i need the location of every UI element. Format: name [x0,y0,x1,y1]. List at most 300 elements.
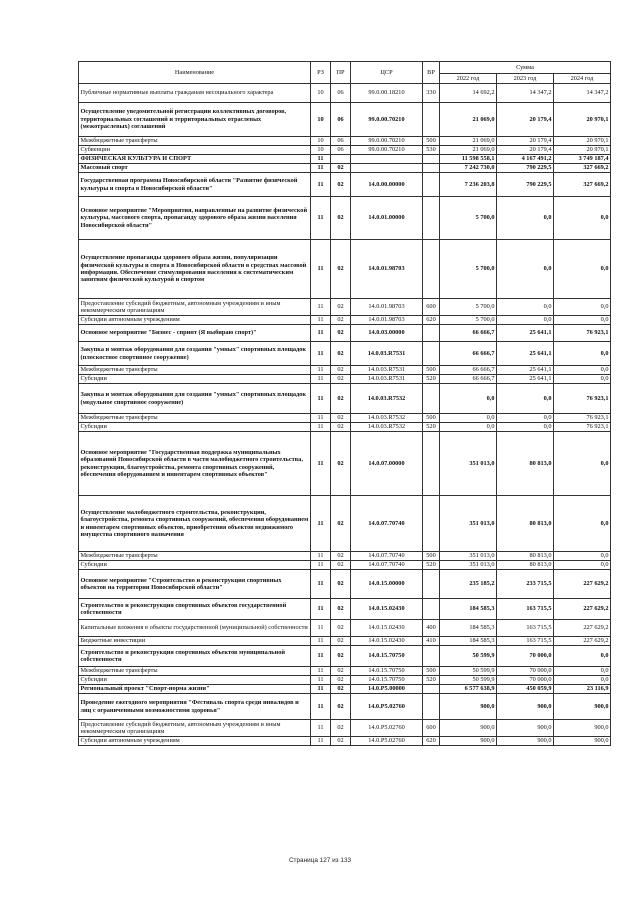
cell-name: Межбюджетные трансферты [79,667,311,676]
cell-rz: 11 [311,599,331,620]
cell-rz: 11 [311,570,331,599]
cell-2024: 0,0 [554,667,611,676]
cell-csr: 99.0.00.70210 [351,103,423,137]
cell-2024: 0,0 [554,366,611,375]
cell-vr: 520 [423,423,440,432]
cell-csr: 14.0.P5.02760 [351,694,423,720]
cell-pr: 06 [331,137,351,146]
cell-csr: 14.0.15.00000 [351,570,423,599]
cell-vr: 620 [423,316,440,325]
cell-pr: 02 [331,342,351,366]
cell-2022: 0,0 [440,423,497,432]
cell-2022: 351 013,0 [440,496,497,552]
cell-name: Межбюджетные трансферты [79,137,311,146]
cell-rz: 11 [311,155,331,164]
cell-2022: 184 585,3 [440,620,497,637]
cell-2022: 14 692,2 [440,84,497,103]
cell-rz: 11 [311,694,331,720]
cell-pr: 02 [331,570,351,599]
cell-2023: 25 641,1 [497,366,554,375]
cell-rz: 10 [311,103,331,137]
cell-name: Предоставление субсидий бюджетным, автономным учреждениям и иным некоммерческим организациям [79,299,311,316]
cell-pr: 06 [331,146,351,155]
cell-2023: 70 000,0 [497,646,554,667]
cell-pr [331,155,351,164]
header-name: Наименование [79,62,311,84]
cell-2022: 11 598 558,1 [440,155,497,164]
cell-rz: 11 [311,173,331,197]
cell-2023: 790 229,5 [497,164,554,173]
cell-vr [423,103,440,137]
cell-2024: 3 749 187,4 [554,155,611,164]
cell-vr [423,325,440,342]
cell-csr: 14.0.00.00000 [351,173,423,197]
cell-name: Субсидии [79,676,311,685]
cell-name: Публичные нормативные выплаты гражданам несоциального характера [79,84,311,103]
cell-2023: 0,0 [497,240,554,299]
cell-vr [423,164,440,173]
cell-name: Бюджетные инвестиции [79,637,311,646]
cell-2022: 0,0 [440,384,497,414]
cell-2024: 227 629,2 [554,570,611,599]
cell-vr: 500 [423,667,440,676]
table-row [79,620,611,637]
cell-2024: 227 629,2 [554,599,611,620]
cell-2023: 900,0 [497,720,554,737]
cell-name: Межбюджетные трансферты [79,366,311,375]
cell-2022: 21 069,0 [440,137,497,146]
cell-rz: 11 [311,737,331,746]
header-2022: 2022 год [440,74,497,84]
cell-2022: 235 185,2 [440,570,497,599]
cell-2023: 4 167 491,2 [497,155,554,164]
cell-2023: 790 229,5 [497,173,554,197]
header-2023: 2023 год [497,74,554,84]
cell-2022: 66 666,7 [440,342,497,366]
cell-rz: 11 [311,423,331,432]
cell-rz: 11 [311,620,331,637]
table-row [79,146,611,155]
cell-rz: 11 [311,375,331,384]
cell-vr: 520 [423,375,440,384]
header-sum: Сумма [440,62,611,74]
table-row [79,496,611,552]
cell-csr: 14.0.15.70750 [351,667,423,676]
cell-2023: 80 813,0 [497,432,554,496]
cell-2023: 20 179,4 [497,103,554,137]
cell-vr [423,240,440,299]
cell-2023: 163 715,5 [497,637,554,646]
cell-vr [423,197,440,240]
cell-2024: 23 116,9 [554,685,611,694]
cell-rz: 11 [311,646,331,667]
cell-rz: 11 [311,366,331,375]
cell-name: Субсидии [79,375,311,384]
cell-vr: 530 [423,146,440,155]
cell-2023: 0,0 [497,299,554,316]
cell-2022: 184 585,3 [440,637,497,646]
cell-rz: 11 [311,316,331,325]
cell-name: Капитальные вложения в объекты государственной (муниципальной) собственности [79,620,311,637]
budget-table [78,61,611,746]
cell-2024: 0,0 [554,496,611,552]
cell-pr: 02 [331,496,351,552]
cell-name: Субсидии [79,423,311,432]
cell-2024: 0,0 [554,240,611,299]
cell-csr: 14.0.03.R7531 [351,366,423,375]
cell-csr: 14.0.15.70750 [351,646,423,667]
table-row [79,325,611,342]
cell-2022: 5 700,0 [440,299,497,316]
cell-2023: 900,0 [497,737,554,746]
cell-rz: 10 [311,137,331,146]
cell-vr [423,570,440,599]
header-rz: РЗ [311,62,331,84]
cell-pr: 02 [331,561,351,570]
cell-2022: 66 666,7 [440,375,497,384]
cell-2024: 0,0 [554,375,611,384]
cell-2022: 351 013,0 [440,561,497,570]
cell-pr: 06 [331,84,351,103]
cell-2022: 5 700,0 [440,240,497,299]
cell-pr: 02 [331,375,351,384]
cell-name: Закупка и монтаж оборудования для создания "умных" спортивных площадок (модульное спортивное сооружение) [79,384,311,414]
cell-2023: 900,0 [497,694,554,720]
cell-name: Государственная программа Новосибирской области "Развитие физической культуры и спорта в Новосибирской области" [79,173,311,197]
cell-2023: 163 715,5 [497,620,554,637]
cell-pr: 02 [331,667,351,676]
table-row [79,646,611,667]
cell-2023: 0,0 [497,197,554,240]
cell-csr: 14.0.15.02430 [351,599,423,620]
cell-csr: 99.0.00.70210 [351,137,423,146]
cell-2022: 6 577 638,9 [440,685,497,694]
cell-name: Межбюджетные трансферты [79,552,311,561]
cell-csr [351,164,423,173]
cell-rz: 10 [311,84,331,103]
cell-pr: 02 [331,316,351,325]
table-row [79,155,611,164]
cell-2023: 25 641,1 [497,342,554,366]
cell-name: Основное мероприятие "Строительство и реконструкция спортивных объектов на территории Новосибирской области" [79,570,311,599]
cell-2022: 50 599,9 [440,667,497,676]
cell-name: Осуществление уведомительной регистрации коллективных договоров, территориальных соглашений и территориальных отраслевых (межотраслевых) соглашений [79,103,311,137]
cell-pr: 02 [331,197,351,240]
cell-2024: 0,0 [554,676,611,685]
cell-vr [423,155,440,164]
cell-csr: 14.0.01.00000 [351,197,423,240]
table-row [79,720,611,737]
cell-rz: 11 [311,552,331,561]
cell-2022: 66 666,7 [440,325,497,342]
cell-vr: 500 [423,366,440,375]
table-row [79,197,611,240]
cell-pr: 02 [331,620,351,637]
cell-csr: 14.0.15.70750 [351,676,423,685]
cell-csr: 14.0.03.R7532 [351,384,423,414]
cell-name: ФИЗИЧЕСКАЯ КУЛЬТУРА И СПОРТ [79,155,311,164]
cell-2023: 20 179,4 [497,137,554,146]
cell-2024: 20 970,1 [554,146,611,155]
cell-2023: 25 641,1 [497,375,554,384]
cell-pr: 02 [331,694,351,720]
cell-rz: 11 [311,676,331,685]
cell-2023: 450 059,9 [497,685,554,694]
cell-csr: 14.0.07.70740 [351,496,423,552]
table-row [79,432,611,496]
cell-2023: 25 641,1 [497,325,554,342]
cell-pr: 02 [331,599,351,620]
cell-2023: 0,0 [497,423,554,432]
cell-2023: 163 715,5 [497,599,554,620]
cell-name: Осуществление пропаганды здорового образа жизни, популяризации физической культуры и спорта в Новосибирской области в средствах массовой информации. Обеспечение стимулирования населения к систематическим занятиям физической культурой и спортом [79,240,311,299]
cell-2024: 327 669,2 [554,164,611,173]
cell-2023: 70 000,0 [497,667,554,676]
cell-2023: 20 179,4 [497,146,554,155]
header-2024: 2024 год [554,74,611,84]
cell-name: Субсидии [79,561,311,570]
cell-2024: 76 923,1 [554,423,611,432]
cell-2024: 0,0 [554,197,611,240]
cell-rz: 11 [311,685,331,694]
cell-csr: 14.0.P5.02760 [351,737,423,746]
cell-pr: 02 [331,366,351,375]
cell-2022: 900,0 [440,720,497,737]
cell-2024: 20 970,1 [554,103,611,137]
cell-name: Осуществление малобюджетного строительства, реконструкции, благоустройства, ремонта спортивных сооружений, обеспечения оборудованием и инвентарем спортивных объектов, приобретения объектов недвижимого имущества спортивного назначения [79,496,311,552]
cell-vr: 500 [423,137,440,146]
cell-2023: 233 715,5 [497,570,554,599]
cell-csr: 14.0.15.02430 [351,637,423,646]
page-footer: Страница 127 из 133 [288,857,352,864]
table-row [79,685,611,694]
cell-vr: 410 [423,637,440,646]
cell-vr: 500 [423,552,440,561]
cell-csr: 99.0.00.70210 [351,146,423,155]
cell-pr: 06 [331,103,351,137]
cell-2024: 227 629,2 [554,620,611,637]
cell-pr: 02 [331,720,351,737]
cell-pr: 02 [331,637,351,646]
cell-rz: 11 [311,240,331,299]
cell-name: Межбюджетные трансферты [79,414,311,423]
cell-csr: 14.0.07.70740 [351,552,423,561]
cell-csr [351,155,423,164]
cell-csr: 14.0.03.00000 [351,325,423,342]
cell-2023: 14 347,2 [497,84,554,103]
cell-2024: 0,0 [554,432,611,496]
cell-pr: 02 [331,423,351,432]
cell-2022: 7 236 203,8 [440,173,497,197]
cell-pr: 02 [331,164,351,173]
header-pr: ПР [331,62,351,84]
cell-2024: 900,0 [554,694,611,720]
table-row [79,737,611,746]
cell-vr: 330 [423,84,440,103]
table-row [79,84,611,103]
cell-name: Региональный проект "Спорт-норма жизни" [79,685,311,694]
table-row [79,103,611,137]
cell-name: Предоставление субсидий бюджетным, автономным учреждениям и иным некоммерческим организациям [79,720,311,737]
cell-2024: 20 970,1 [554,137,611,146]
cell-2022: 900,0 [440,737,497,746]
cell-vr [423,432,440,496]
cell-pr: 02 [331,384,351,414]
cell-rz: 11 [311,667,331,676]
table-row [79,561,611,570]
cell-pr: 02 [331,414,351,423]
cell-csr: 14.0.07.00000 [351,432,423,496]
table-row [79,637,611,646]
cell-rz: 10 [311,146,331,155]
cell-name: Проведение ежегодного мероприятия "Фестиваль спорта среди инвалидов и лиц с ограниченными возможностями здоровья" [79,694,311,720]
cell-2024: 327 669,2 [554,173,611,197]
table-row [79,384,611,414]
cell-csr: 14.0.P5.02760 [351,720,423,737]
cell-rz: 11 [311,164,331,173]
table-row [79,552,611,561]
cell-csr: 99.0.00.18210 [351,84,423,103]
cell-vr [423,173,440,197]
table-body [79,84,611,746]
cell-pr: 02 [331,737,351,746]
cell-csr: 14.0.03.R7531 [351,375,423,384]
cell-2023: 80 813,0 [497,561,554,570]
cell-2023: 0,0 [497,316,554,325]
cell-2022: 66 666,7 [440,366,497,375]
cell-2022: 900,0 [440,694,497,720]
cell-2024: 76 923,1 [554,325,611,342]
cell-name: Основное мероприятие "Мероприятия, направленные на развитие физической культуры, массового спорта, пропаганду здорового образа жизни населения Новосибирской области" [79,197,311,240]
cell-name: Массовый спорт [79,164,311,173]
cell-2024: 900,0 [554,720,611,737]
cell-pr: 02 [331,432,351,496]
cell-rz: 11 [311,299,331,316]
cell-2024: 0,0 [554,342,611,366]
cell-2023: 0,0 [497,384,554,414]
cell-2023: 80 813,0 [497,552,554,561]
cell-vr [423,599,440,620]
table-row [79,375,611,384]
cell-csr: 14.0.07.70740 [351,561,423,570]
cell-vr: 500 [423,414,440,423]
cell-csr: 14.0.03.R7531 [351,342,423,366]
cell-2023: 0,0 [497,414,554,423]
cell-2024: 0,0 [554,552,611,561]
cell-vr [423,384,440,414]
cell-csr: 14.0.P5.00000 [351,685,423,694]
cell-2022: 5 700,0 [440,197,497,240]
cell-pr: 02 [331,552,351,561]
cell-rz: 11 [311,637,331,646]
cell-vr [423,646,440,667]
cell-pr: 02 [331,240,351,299]
cell-vr: 600 [423,720,440,737]
cell-rz: 11 [311,325,331,342]
cell-rz: 11 [311,197,331,240]
cell-2024: 14 347,2 [554,84,611,103]
cell-2024: 0,0 [554,561,611,570]
table-row [79,676,611,685]
cell-rz: 11 [311,342,331,366]
table-row [79,299,611,316]
table-row [79,414,611,423]
cell-2022: 351 013,0 [440,432,497,496]
cell-vr: 400 [423,620,440,637]
budget-table-container [78,61,610,746]
cell-pr: 02 [331,676,351,685]
cell-2024: 900,0 [554,737,611,746]
cell-2022: 351 013,0 [440,552,497,561]
table-row [79,240,611,299]
cell-2022: 21 069,0 [440,146,497,155]
table-row [79,316,611,325]
cell-name: Строительство и реконструкция спортивных объектов государственной собственности [79,599,311,620]
cell-csr: 14.0.01.98703 [351,240,423,299]
cell-vr [423,685,440,694]
cell-rz: 11 [311,720,331,737]
cell-pr: 02 [331,685,351,694]
cell-rz: 11 [311,414,331,423]
cell-2022: 5 700,0 [440,316,497,325]
cell-pr: 02 [331,325,351,342]
cell-rz: 11 [311,496,331,552]
header-vr: ВР [423,62,440,84]
cell-rz: 11 [311,384,331,414]
cell-name: Основное мероприятие "Бизнес - спринт (Я выбираю спорт)" [79,325,311,342]
cell-name: Субсидии автономным учреждениям [79,737,311,746]
table-row [79,423,611,432]
cell-csr: 14.0.01.98703 [351,299,423,316]
cell-2023: 80 813,0 [497,496,554,552]
cell-vr: 600 [423,299,440,316]
table-row [79,366,611,375]
cell-2022: 21 069,0 [440,103,497,137]
cell-2023: 70 000,0 [497,676,554,685]
table-row [79,667,611,676]
cell-pr: 02 [331,173,351,197]
cell-vr [423,496,440,552]
cell-2024: 76 923,1 [554,384,611,414]
cell-csr: 14.0.15.02430 [351,620,423,637]
cell-name: Закупка и монтаж оборудования для создания "умных" спортивных площадок (плоскостное спортивное сооружение) [79,342,311,366]
cell-name: Субвенции [79,146,311,155]
cell-pr: 02 [331,646,351,667]
cell-csr: 14.0.03.R7532 [351,423,423,432]
table-row [79,173,611,197]
cell-2022: 50 599,9 [440,676,497,685]
table-row [79,137,611,146]
cell-rz: 11 [311,432,331,496]
table-row [79,164,611,173]
cell-pr: 02 [331,299,351,316]
cell-vr: 520 [423,676,440,685]
cell-name: Субсидии автономным учреждениям [79,316,311,325]
cell-2024: 0,0 [554,316,611,325]
header-csr: ЦСР [351,62,423,84]
table-row [79,694,611,720]
cell-2022: 184 585,3 [440,599,497,620]
cell-2022: 50 599,9 [440,646,497,667]
cell-vr: 520 [423,561,440,570]
cell-csr: 14.0.03.R7532 [351,414,423,423]
cell-vr [423,694,440,720]
cell-2024: 76 923,1 [554,414,611,423]
table-row [79,342,611,366]
cell-2024: 0,0 [554,646,611,667]
table-row [79,599,611,620]
cell-vr: 620 [423,737,440,746]
